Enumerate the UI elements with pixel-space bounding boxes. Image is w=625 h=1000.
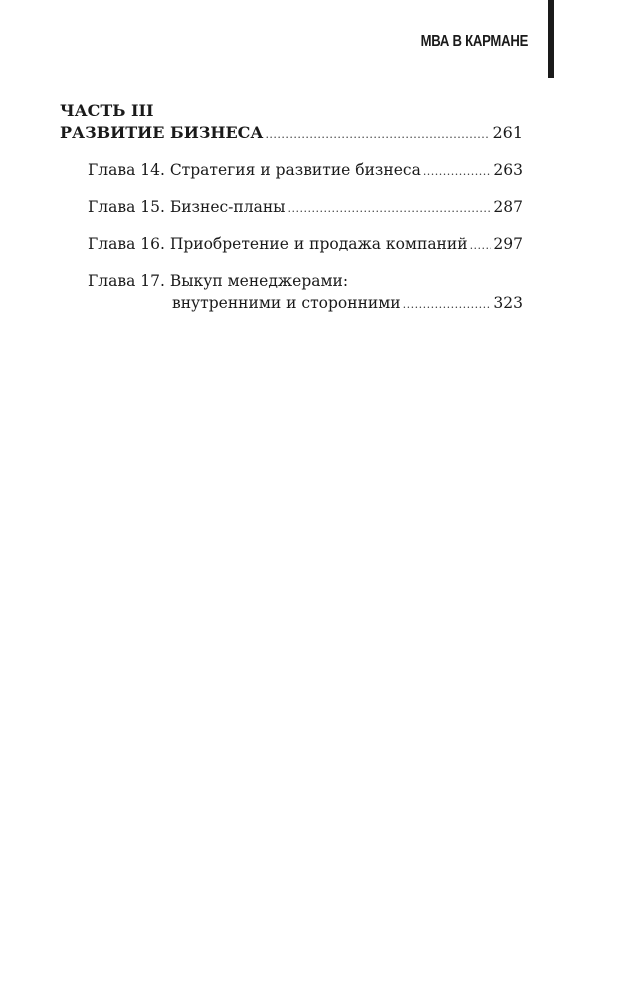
chapter-title-line-2: внутренними и сторонними — [172, 294, 401, 312]
page-number: 263 — [493, 161, 523, 179]
table-of-contents — [60, 100, 523, 316]
dot-leader — [403, 294, 492, 316]
chapter-title-line-1: Глава 17. Выкуп менеджерами: — [88, 272, 349, 290]
page-number: 297 — [493, 235, 523, 253]
page-number: 287 — [493, 198, 523, 216]
chapter-title: Глава 16. Приобретение и продажа компаний — [88, 235, 468, 253]
dot-leader — [470, 235, 492, 257]
page-number: 323 — [493, 294, 523, 312]
toc-entry-part[interactable] — [60, 122, 523, 146]
dot-leader — [288, 198, 492, 220]
running-head: МВА В КАРМАНЕ — [420, 33, 528, 50]
chapter-title: Глава 14. Стратегия и развитие бизнеса — [88, 161, 421, 179]
toc-entry-chapter-16[interactable] — [60, 233, 523, 257]
page-edge-bar — [548, 0, 554, 78]
page-number: 261 — [492, 123, 523, 142]
chapter-title: Глава 15. Бизнес-планы — [88, 198, 286, 216]
toc-entry-chapter-17[interactable] — [60, 270, 523, 316]
dot-leader — [423, 161, 492, 183]
dot-leader — [265, 124, 490, 146]
part-title: РАЗВИТИЕ БИЗНЕСА — [60, 123, 264, 142]
toc-entry-chapter-14[interactable] — [60, 159, 523, 183]
toc-entry-chapter-15[interactable] — [60, 196, 523, 220]
part-label: ЧАСТЬ III — [60, 101, 154, 120]
